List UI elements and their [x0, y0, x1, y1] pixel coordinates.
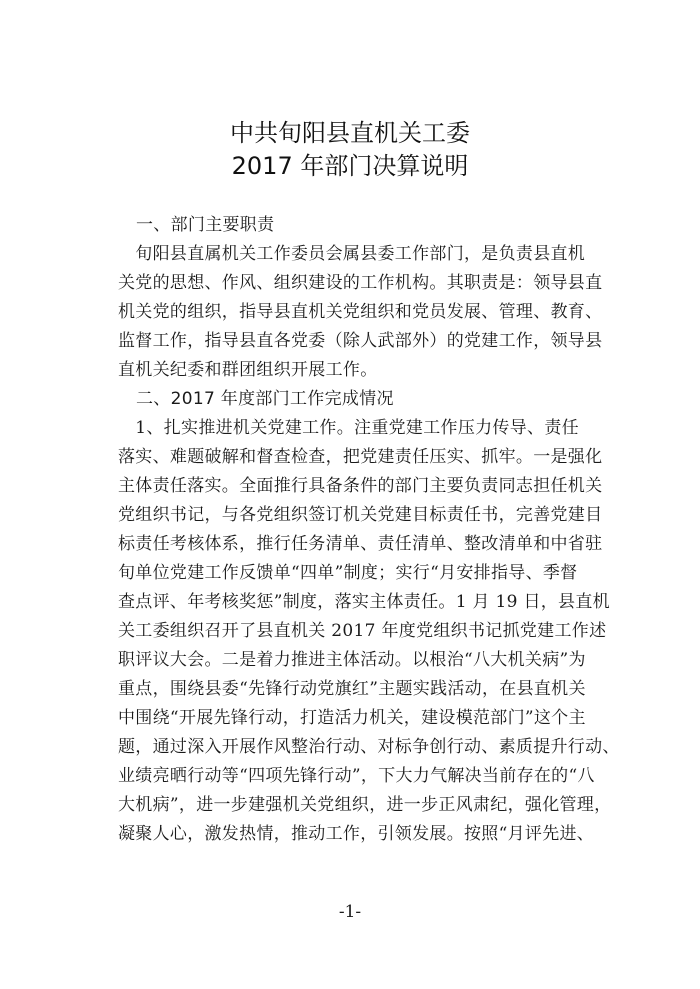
section2-line: 重点，围绕县委“先锋行动党旗红”主题实践活动，在县直机关: [118, 679, 586, 699]
section2-line: 主体责任落实。全面推行具备条件的部门主要负责同志担任机关: [118, 476, 603, 496]
section1-line: 监督工作，指导县直各党委（除人武部外）的党建工作，领导县: [118, 331, 603, 351]
section2-line: 关工委组织召开了县直机关 2017 年度党组织书记抓党建工作述: [118, 621, 607, 641]
section2-line: 查点评、年考核奖惩”制度，落实主体责任。1 月 19 日，县直机: [118, 592, 610, 612]
section1-line: 机关党的组织，指导县直机关党组织和党员发展、管理、教育、: [118, 302, 603, 322]
section1-heading-text: 一、部门主要职责: [136, 215, 275, 235]
document-title-line1: 中共旬阳县直机关工委: [230, 119, 470, 147]
section2-line: 题，通过深入开展作风整治行动、对标争创行动、素质提升行动、: [118, 737, 620, 757]
section1-heading: [118, 211, 626, 240]
document-body: [118, 211, 626, 849]
section2-line: 旬单位党建工作反馈单“四单”制度；实行“月安排指导、季督: [118, 563, 578, 583]
section1-line: 关党的思想、作风、组织建设的工作机构。其职责是：领导县直: [118, 273, 603, 293]
section2-line: 凝聚人心，激发热情，推动工作，引领发展。按照“月评先进、: [118, 824, 595, 844]
section1-line: 直机关纪委和群团组织开展工作。: [118, 360, 378, 380]
section2-line: 职评议大会。二是着力推进主体活动。以根治“八大机关病”为: [118, 650, 586, 670]
section2-heading-text: 二、2017 年度部门工作完成情况: [136, 389, 394, 409]
section2-line: 业绩亮晒行动等“四项先锋行动”，下大力气解决当前存在的“八: [118, 766, 595, 786]
section2-line: 中围绕“开展先锋行动，打造活力机关，建设模范部门”这个主: [118, 708, 586, 728]
section1-paragraph: [118, 240, 626, 385]
section2-heading: [118, 385, 626, 414]
section2-line: 1、扎实推进机关党建工作。注重党建工作压力传导、责任: [118, 418, 579, 438]
section2-line: 党组织书记，与各党组织签订机关党建目标责任书，完善党建目: [118, 505, 603, 525]
document-title-line2: 2017 年部门决算说明: [231, 152, 469, 180]
section2-paragraph: [118, 414, 626, 849]
section1-line: 旬阳县直属机关工作委员会属县委工作部门，是负责县直机: [118, 244, 586, 264]
section2-line: 落实、难题破解和督查检查，把党建责任压实、抓牢。一是强化: [118, 447, 603, 467]
section2-line: 标责任考核体系，推行任务清单、责任清单、整改清单和中省驻: [118, 534, 603, 554]
section2-line: 大机病”，进一步建强机关党组织，进一步正风肃纪，强化管理，: [118, 795, 612, 815]
page-number: -1-: [338, 902, 362, 922]
